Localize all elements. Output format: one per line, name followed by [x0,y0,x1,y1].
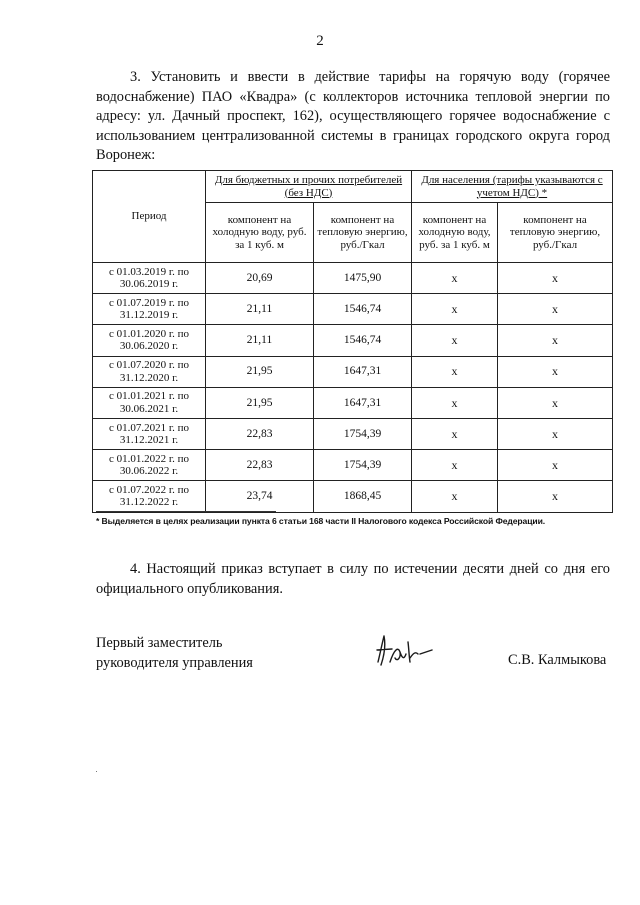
heat-energy-value: 1647,31 [314,387,412,418]
table-row [93,387,613,418]
population-heat-energy-value: x [498,356,613,387]
period-header: Период [93,171,206,263]
cold-water-value: 22,83 [206,450,314,481]
period-cell: с 01.01.2020 г. по 30.06.2020 г. [93,325,206,356]
table-header-row [93,171,613,203]
scan-speck [96,771,97,772]
population-heat-energy-value: x [498,387,613,418]
period-cell: с 01.07.2021 г. по 31.12.2021 г. [93,418,206,449]
cold-water-value: 21,11 [206,325,314,356]
period-cell: с 01.01.2021 г. по 30.06.2021 г. [93,387,206,418]
population-cold-water-value: x [412,418,498,449]
heat-energy-value: 1475,90 [314,263,412,294]
footnote-divider [96,511,276,512]
population-cold-water-value: x [412,263,498,294]
population-heat-energy-value: x [498,481,613,512]
table-row [93,481,613,512]
heat-energy-value: 1754,39 [314,450,412,481]
population-cold-water-value: x [412,356,498,387]
cold-water-value: 21,95 [206,387,314,418]
cold-water-subheader: компонент на холодную воду, руб. за 1 куб. м [206,203,314,263]
paragraph-3: 3. Установить и ввести в действие тарифы на горячую воду (горячее водоснабжение) ПАО «Квадра» (с коллекторов источника тепловой энергии по адресу: ул. Дачный проспект, 162), осуществляющего горячее водоснабжение с использованием централизованной системы в границах городского округа город Воронеж: [96,69,610,163]
cold-water-value: 21,95 [206,356,314,387]
period-cell: с 01.07.2022 г. по 31.12.2022 г. [93,481,206,512]
population-cold-water-value: x [412,387,498,418]
heat-energy-value: 1546,74 [314,325,412,356]
heat-energy-subheader: компонент на тепловую энергию, руб./Гкал [314,203,412,263]
table-row [93,294,613,325]
heat-energy-value: 1868,45 [314,481,412,512]
population-heat-energy-subheader: компонент на тепловую энергию, руб./Гкал [498,203,613,263]
handwritten-signature [372,632,434,668]
signatory-name: С.В. Калмыкова [508,652,607,668]
table-row [93,450,613,481]
table-row [93,356,613,387]
population-heat-energy-value: x [498,325,613,356]
population-heat-energy-value: x [498,263,613,294]
budget-group-header: Для бюджетных и прочих потребителей (без НДС) [206,171,412,203]
population-cold-water-value: x [412,325,498,356]
signatory-position-line-1: Первый заместитель [96,635,223,651]
tariff-table [92,170,613,513]
paragraph-4: 4. Настоящий приказ вступает в силу по истечении десяти дней со дня его официального опубликования. [96,561,610,597]
period-cell: с 01.07.2020 г. по 31.12.2020 г. [93,356,206,387]
cold-water-value: 23,74 [206,481,314,512]
period-cell: с 01.07.2019 г. по 31.12.2019 г. [93,294,206,325]
cold-water-value: 22,83 [206,418,314,449]
signatory-position [96,633,253,673]
table-row [93,418,613,449]
population-cold-water-subheader: компонент на холодную воду, руб. за 1 куб. м [412,203,498,263]
cold-water-value: 21,11 [206,294,314,325]
cold-water-value: 20,69 [206,263,314,294]
heat-energy-value: 1546,74 [314,294,412,325]
footnote: * Выделяется в целях реализации пункта 6 статьи 168 части II Налогового кодекса Российской Федерации. [96,516,546,526]
signatory-position-line-2: руководителя управления [96,655,253,671]
period-cell: с 01.01.2022 г. по 30.06.2022 г. [93,450,206,481]
page-number: 2 [316,33,324,49]
population-cold-water-value: x [412,450,498,481]
population-heat-energy-value: x [498,294,613,325]
population-heat-energy-value: x [498,450,613,481]
heat-energy-value: 1647,31 [314,356,412,387]
heat-energy-value: 1754,39 [314,418,412,449]
table-row [93,263,613,294]
population-group-header: Для населения (тарифы указываются с учетом НДС) * [412,171,613,203]
population-cold-water-value: x [412,294,498,325]
population-cold-water-value: x [412,481,498,512]
period-cell: с 01.03.2019 г. по 30.06.2019 г. [93,263,206,294]
table-row [93,325,613,356]
population-heat-energy-value: x [498,418,613,449]
